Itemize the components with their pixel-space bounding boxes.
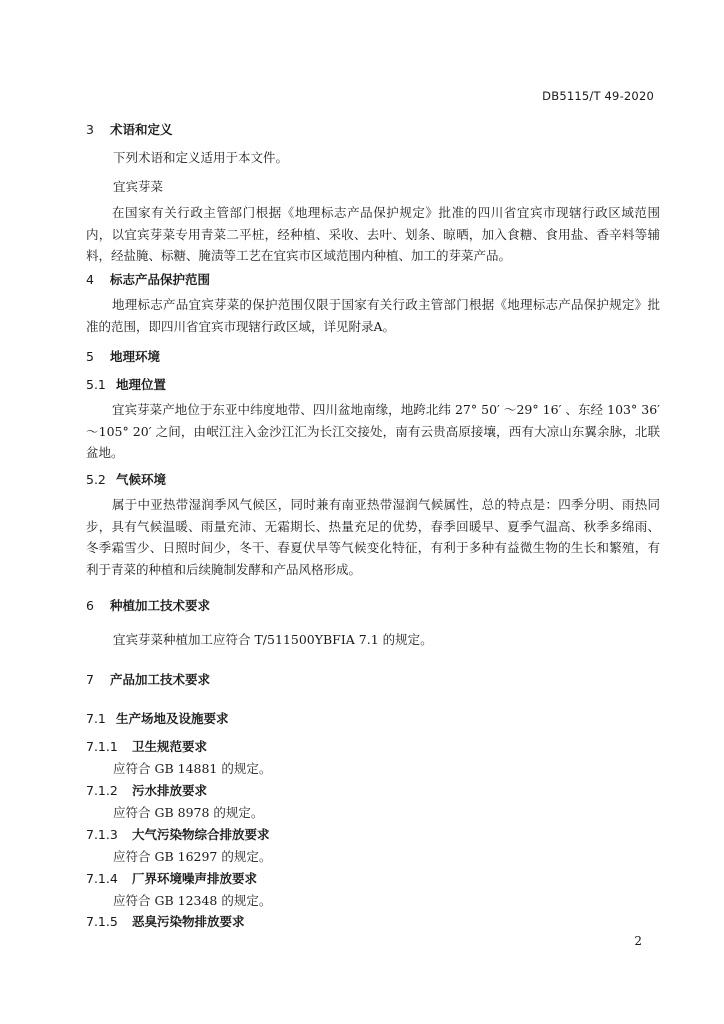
climate-text: 属于中亚热带湿润季风气候区，同时兼有南亚热带湿润气候属性，总的特点是：四季分明、雨热同步，具有气候温暖、雨量充沛、无霜期长、热量充足的优势，春季回暖早、夏季气温高、秋季多绵雨、冬季霜雪少、日照时间少，冬干、春夏伏旱等气候变化特征，有利于多种有益微生物的生长和繁殖，有利于青菜的种植和后续腌制发酵和产品风格形成。 <box>86 497 660 577</box>
hygiene-text: 应符合 GB 14881 的规定。 <box>113 761 272 776</box>
heading-title: 术语和定义 <box>110 122 173 137</box>
page-number: 2 <box>634 934 642 948</box>
noise-text: 应符合 GB 12348 的规定。 <box>113 893 272 908</box>
heading-number: 7.1.5 <box>86 914 118 929</box>
location-text: 宜宾芽菜产地位于东亚中纬度地带、四川盆地南缘，地跨北纬 27° 50′ ～29° 16′ 、东经 103° 36′ ～105° 20′ 之间，由岷江注入金沙江汇为长江交接处，南有云贵高原接壤，西有大凉山东翼余脉，北联盆地。 <box>86 402 660 460</box>
heading-number: 7 <box>86 672 94 687</box>
wastewater-text: 应符合 GB 8978 的规定。 <box>113 805 264 820</box>
terms-intro: 下列术语和定义适用于本文件。 <box>113 150 289 165</box>
heading-title: 产品加工技术要求 <box>110 672 211 687</box>
heading-climate <box>86 470 166 488</box>
protection-scope-text: 地理标志产品宜宾芽菜的保护范围仅限于国家有关行政主管部门根据《地理标志产品保护规定》批准的范围，即四川省宜宾市现辖行政区域，详见附录A。 <box>86 297 660 334</box>
heading-number: 7.1.2 <box>86 783 118 798</box>
heading-number: 3 <box>86 122 94 137</box>
heading-processing <box>86 670 210 688</box>
heading-title: 大气污染物综合排放要求 <box>132 827 270 842</box>
term-title: 宜宾芽菜 <box>113 179 164 194</box>
heading-title: 恶臭污染物排放要求 <box>132 914 245 929</box>
heading-title: 生产场地及设施要求 <box>116 711 229 726</box>
heading-title: 厂界环境噪声排放要求 <box>132 871 258 886</box>
heading-geo-env <box>86 347 160 365</box>
heading-title: 标志产品保护范围 <box>110 272 211 287</box>
planting-text: 宜宾芽菜种植加工应符合 T/511500YBFIA 7.1 的规定。 <box>113 632 433 647</box>
term-definition: 在国家有关行政主管部门根据《地理标志产品保护规定》批准的四川省宜宾市现辖行政区域范围内，以宜宾芽菜专用青菜二平桩，经种植、采收、去叶、划条、晾晒，加入食糖、食用盐、香辛料等辅料，经盐腌、标糖、腌渍等工艺在宜宾市区域范围内种植、加工的芽菜产品。 <box>86 205 660 263</box>
heading-number: 6 <box>86 598 94 613</box>
air-pollutants-text: 应符合 GB 16297 的规定。 <box>113 849 272 864</box>
heading-title: 卫生规范要求 <box>132 739 208 754</box>
heading-wastewater <box>86 781 207 799</box>
heading-protection-scope <box>86 270 210 288</box>
heading-location <box>86 375 166 393</box>
heading-title: 地理环境 <box>110 349 161 364</box>
heading-number: 5.1 <box>86 377 106 392</box>
heading-facilities <box>86 709 229 727</box>
heading-title: 种植加工技术要求 <box>110 598 211 613</box>
heading-noise <box>86 869 257 887</box>
heading-number: 7.1.1 <box>86 739 118 754</box>
heading-terms <box>86 120 173 138</box>
heading-odor <box>86 912 245 930</box>
heading-air-pollutants <box>86 825 270 843</box>
heading-number: 5.2 <box>86 472 106 487</box>
heading-title: 气候环境 <box>116 472 167 487</box>
heading-number: 7.1 <box>86 711 106 726</box>
heading-number: 5 <box>86 349 94 364</box>
heading-title: 地理位置 <box>116 377 167 392</box>
heading-hygiene <box>86 737 207 755</box>
document-code: DB5115/T 49-2020 <box>542 89 654 103</box>
heading-planting <box>86 596 210 614</box>
heading-number: 4 <box>86 272 94 287</box>
heading-number: 7.1.4 <box>86 871 118 886</box>
heading-title: 污水排放要求 <box>132 783 208 798</box>
heading-number: 7.1.3 <box>86 827 118 842</box>
